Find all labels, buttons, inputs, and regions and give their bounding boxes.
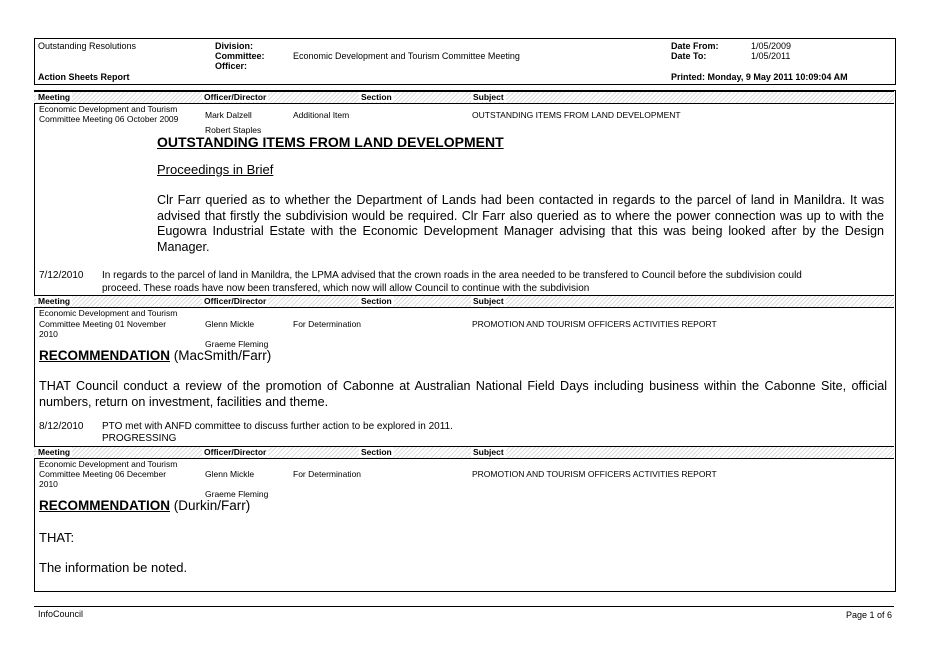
item2-note-line1: PTO met with ANFD committee to discuss further action to be explored in 2011.: [102, 421, 453, 432]
item2-meeting-line2: Committee Meeting 01 November: [39, 319, 167, 329]
committee-value: Economic Development and Tourism Committee Meeting: [293, 51, 520, 61]
item3-recommendation: [39, 498, 250, 513]
col-officer: Officer/Director: [204, 447, 267, 457]
col-subject: Subject: [473, 92, 504, 102]
col-officer: Officer/Director: [204, 296, 267, 306]
item2-officer: Glenn Mickle: [205, 319, 255, 329]
item3-body-line2: The information be noted.: [39, 560, 188, 575]
committee-label: Committee:: [215, 51, 265, 61]
item2-rec-label: RECOMMENDATION: [39, 348, 170, 363]
item3-meeting-line3: 2010: [39, 479, 58, 489]
footer-left: InfoCouncil: [38, 609, 84, 619]
date-from-label: Date From:: [671, 41, 719, 51]
col-section: Section: [361, 447, 392, 457]
item2-rec-movers: (MacSmith/Farr): [170, 348, 272, 363]
item2-meeting-line1: Economic Development and Tourism: [39, 308, 178, 318]
item1-meeting-line2: Committee Meeting 06 October 2009: [39, 114, 179, 124]
item1-officer: Mark Dalzell: [205, 110, 252, 120]
col-officer: Officer/Director: [204, 92, 267, 102]
item3-body-line1: THAT:: [39, 530, 75, 545]
item2-recommendation: [39, 348, 271, 363]
date-from-value: 1/05/2009: [751, 41, 792, 51]
item1-meeting-line1: Economic Development and Tourism: [39, 104, 178, 114]
item1-note-date: 7/12/2010: [39, 270, 84, 281]
col-meeting: Meeting: [38, 447, 71, 457]
report-type: Action Sheets Report: [38, 72, 130, 82]
item1-director: Robert Staples: [205, 125, 262, 135]
item3-director: Graeme Fleming: [205, 489, 269, 499]
footer-rule: [34, 606, 894, 607]
col-section: Section: [361, 92, 392, 102]
item1-subject: OUTSTANDING ITEMS FROM LAND DEVELOPMENT: [472, 110, 681, 120]
item3-rec-movers: (Durkin/Farr): [170, 498, 251, 513]
officer-label: Officer:: [215, 61, 248, 71]
col-subject: Subject: [473, 447, 504, 457]
item2-subject: PROMOTION AND TOURISM OFFICERS ACTIVITIES REPORT: [472, 319, 717, 329]
report-name: Outstanding Resolutions: [38, 41, 137, 51]
item3-officer: Glenn Mickle: [205, 469, 255, 479]
item1-section: Additional Item: [293, 110, 350, 120]
item3-meeting-line1: Economic Development and Tourism: [39, 459, 178, 469]
item2-body: THAT Council conduct a review of the promotion of Cabonne at Australian National Field Days including business within the Cabonne Site, official numbers, return on investment, facilities and theme.: [39, 379, 887, 409]
footer-page-number: Page 1 of 6: [846, 610, 893, 620]
item3-meeting-line2: Committee Meeting 06 December: [39, 469, 167, 479]
printed-value: Monday, 9 May 2011 10:09:04 AM: [707, 72, 848, 82]
column-header-bar: [34, 446, 894, 459]
item1-title: OUTSTANDING ITEMS FROM LAND DEVELOPMENT: [157, 134, 504, 150]
item2-section: For Determination: [293, 319, 362, 329]
printed-label: Printed:: [671, 72, 706, 82]
division-label: Division:: [215, 41, 254, 51]
item1-note-line2: proceed. These roads have now been transfered, which now will allow Council to continue with the subdivision: [102, 283, 590, 294]
printed-line: [671, 72, 848, 82]
col-section: Section: [361, 296, 392, 306]
item2-director: Graeme Fleming: [205, 339, 269, 349]
item1-body: Clr Farr queried as to whether the Department of Lands had been contacted in regards to the parcel of land in Manildra. It was advised that firstly the subdivision would be required. Clr Farr also queried as to where the power connection was up to with the Eugowra Industrial Estate with the Economic Development Manager advising that this was being looked after by the Design Manager.: [157, 193, 884, 254]
col-meeting: Meeting: [38, 296, 71, 306]
item2-meeting-line3: 2010: [39, 329, 58, 339]
col-meeting: Meeting: [38, 92, 71, 102]
item3-subject: PROMOTION AND TOURISM OFFICERS ACTIVITIES REPORT: [472, 469, 717, 479]
item3-section: For Determination: [293, 469, 362, 479]
item1-note-line1: In regards to the parcel of land in Manildra, the LPMA advised that the crown roads in the area needed to be transfered to Council before the subdivision could: [102, 270, 802, 281]
date-to-value: 1/05/2011: [751, 51, 791, 61]
item2-note-line2: PROGRESSING: [102, 433, 177, 444]
col-subject: Subject: [473, 296, 504, 306]
column-header-bar: [34, 295, 894, 308]
item1-subtitle: Proceedings in Brief: [157, 162, 274, 177]
column-header-bar: [34, 91, 894, 104]
date-to-label: Date To:: [671, 51, 707, 61]
item3-rec-label: RECOMMENDATION: [39, 498, 170, 513]
item2-note-date: 8/12/2010: [39, 421, 84, 432]
